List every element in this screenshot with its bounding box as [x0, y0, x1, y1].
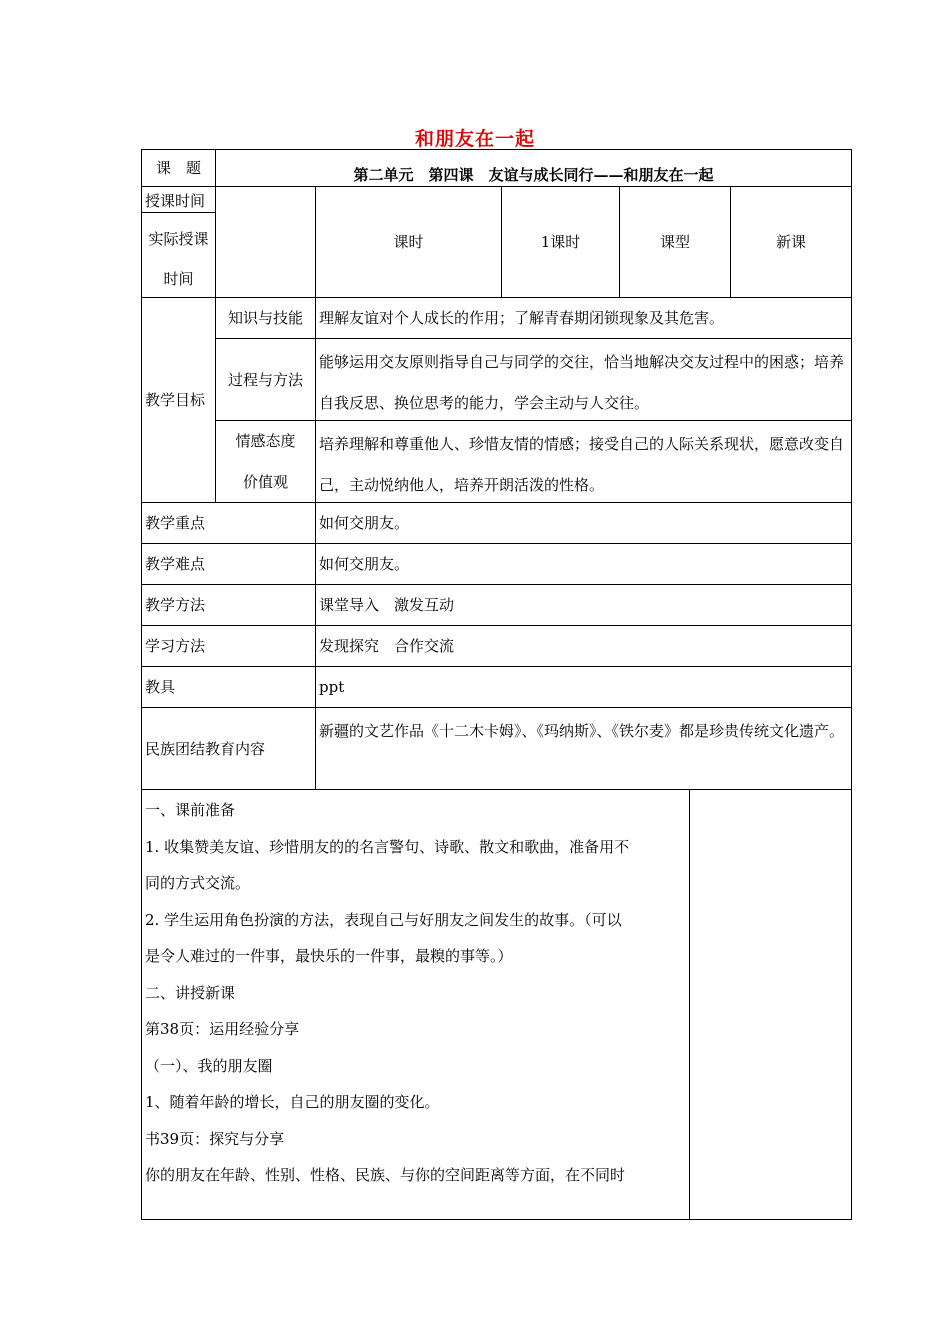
content-line: 二、讲授新课: [145, 983, 236, 1002]
document-title: 和朋友在一起: [414, 128, 535, 150]
content-line: 一、课前准备: [145, 801, 236, 819]
ethnic-label: 民族团结教育内容: [141, 707, 316, 790]
topic-label: 课 题: [141, 149, 216, 187]
content-line: 2. 学生运用角色扮演的方法，表现自己与好朋友之间发生的故事。（可以: [145, 910, 622, 929]
actual-time-label-line1: 实际授课: [148, 230, 209, 248]
lesson-content: [141, 789, 690, 1220]
content-line: 是令人难过的一件事，最快乐的一件事，最糗的事等。）: [145, 947, 513, 965]
objectives-label: 教学目标: [141, 297, 216, 503]
knowledge-value: 理解友谊对个人成长的作用；了解青春期闭锁现象及其危害。: [315, 297, 852, 339]
content-line: 第38页：运用经验分享: [145, 1020, 300, 1038]
key-value: 如何交朋友。: [315, 502, 852, 544]
content-line: 同的方式交流。: [145, 874, 251, 892]
hours-label: 课时: [315, 186, 502, 298]
process-label: 过程与方法: [215, 338, 316, 421]
study-label: 学习方法: [141, 625, 316, 667]
emotion-label: [215, 420, 316, 503]
content-line: （一）、我的朋友圈: [145, 1056, 273, 1075]
knowledge-label: 知识与技能: [215, 297, 316, 339]
process-value: 能够运用交友原则指导自己与同学的交往，恰当地解决交友过程中的困惑；培养自我反思、换位思考的能力，学会主动与人交往。: [315, 338, 852, 421]
tools-value: ppt: [315, 666, 852, 708]
emotion-value: 培养理解和尊重他人、珍惜友情的情感；接受自己的人际关系现状，愿意改变自己，主动悦纳他人，培养开朗活泼的性格。: [315, 420, 852, 503]
plan-time-label: 授课时间: [141, 186, 216, 213]
emotion-label-line2: 价值观: [242, 473, 288, 491]
time-value-cell: [215, 186, 316, 298]
actual-time-label-line2: 时间: [163, 270, 194, 288]
lesson-plan-table: [141, 149, 852, 1220]
key-label: 教学重点: [141, 502, 316, 544]
content-line: 你的朋友在年龄、性别、性格、民族、与你的空间距离等方面，在不同时: [145, 1166, 626, 1184]
hours-value: 1课时: [501, 186, 620, 298]
tools-label: 教具: [141, 666, 316, 708]
content-line: 1、随着年龄的增长，自己的朋友圈的变化。: [145, 1093, 440, 1111]
actual-time-label: [141, 212, 216, 298]
ethnic-value: 新疆的文艺作品《十二木卡姆》、《玛纳斯》、《铁尔麦》都是珍贵传统文化遗产。: [315, 707, 852, 790]
content-line: 1. 收集赞美友谊、珍惜朋友的的名言警句、诗歌、散文和歌曲，准备用不: [145, 837, 630, 856]
topic-value: 第二单元 第四课 友谊与成长同行——和朋友在一起: [215, 149, 852, 187]
difficulty-label: 教学难点: [141, 543, 316, 585]
emotion-label-line1: 情感态度: [235, 432, 296, 450]
method-label: 教学方法: [141, 584, 316, 626]
content-notes-cell: [689, 789, 852, 1220]
difficulty-value: 如何交朋友。: [315, 543, 852, 585]
type-label: 课型: [619, 186, 731, 298]
method-value: 课堂导入 激发互动: [315, 584, 852, 626]
study-value: 发现探究 合作交流: [315, 625, 852, 667]
type-value: 新课: [730, 186, 852, 298]
content-line: 书39页：探究与分享: [145, 1129, 285, 1148]
